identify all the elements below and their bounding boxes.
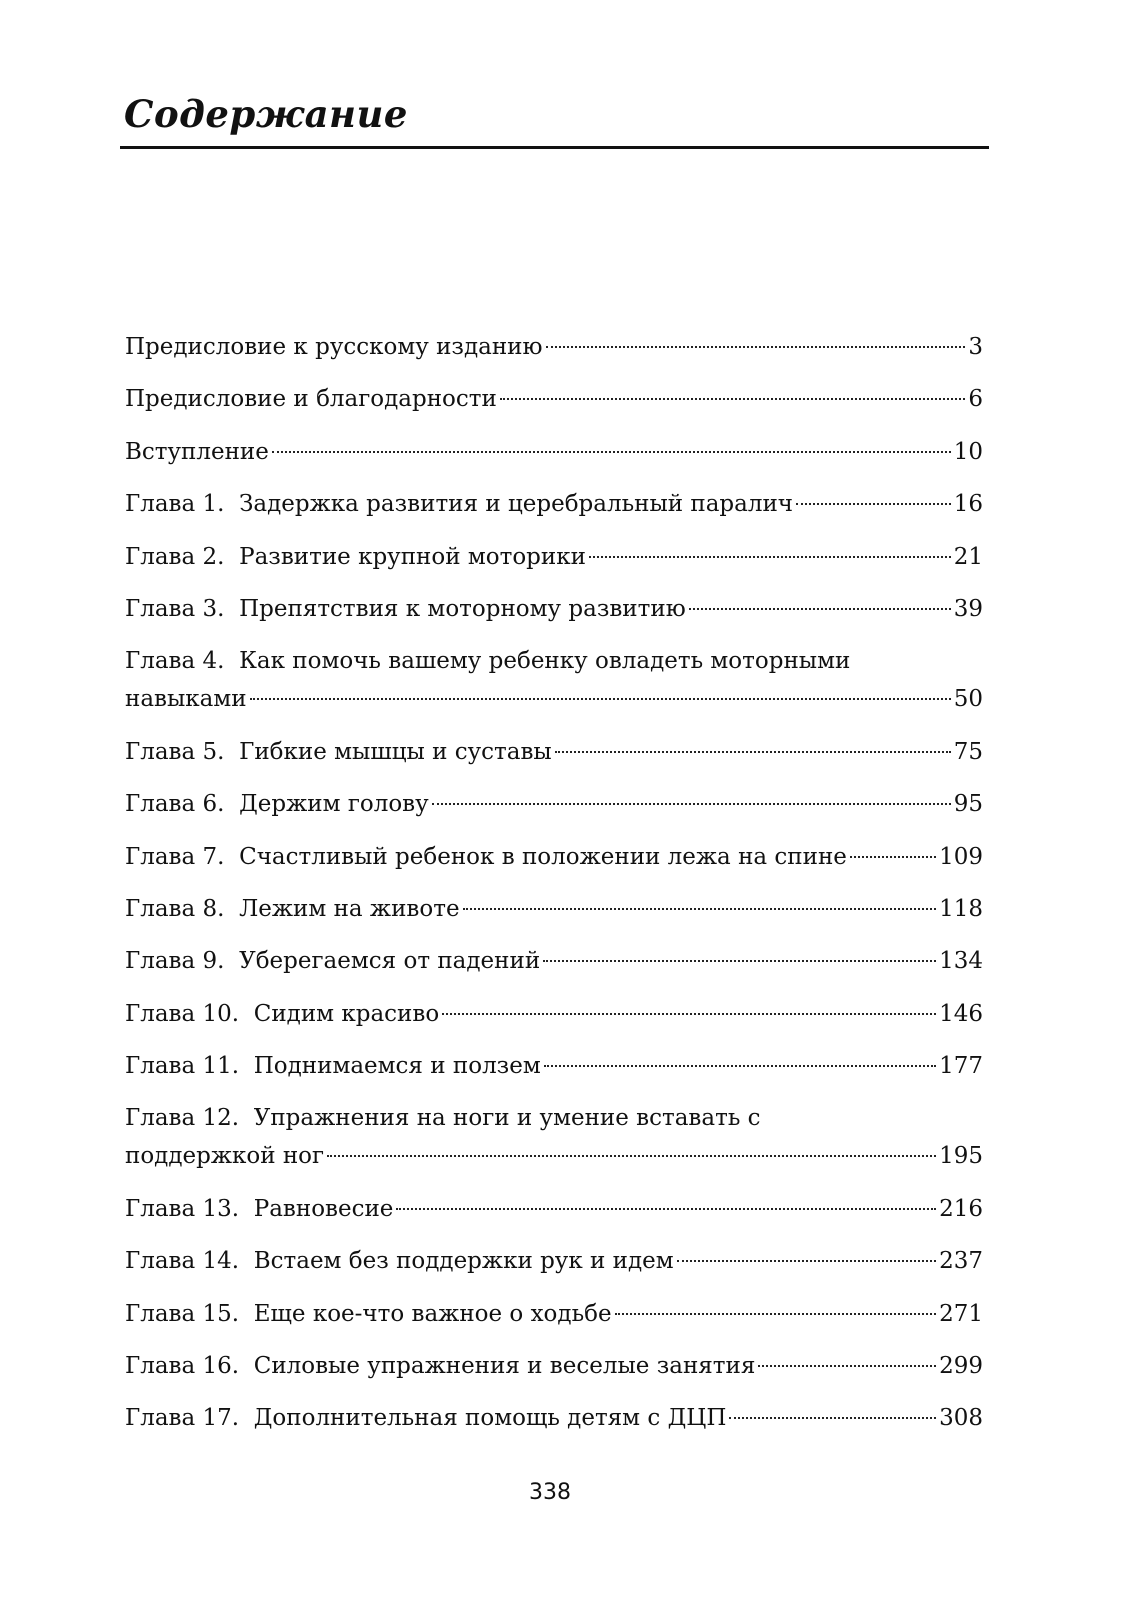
page-title: Содержание: [124, 92, 408, 136]
toc-entry-title: Глава 14. Встаем без поддержки рук и идем: [125, 1248, 674, 1275]
toc-entry-title: Глава 13. Равновесие: [125, 1195, 394, 1222]
toc-entry-title: Глава 15. Еще кое-что важное о ходьбе: [125, 1300, 612, 1327]
dot-leader: [543, 960, 936, 962]
toc-entry-line: [125, 838, 983, 876]
toc-entry-title: Предисловие и благодарности: [125, 386, 497, 413]
toc-entry[interactable]: [125, 1347, 983, 1385]
dot-leader: [677, 1260, 936, 1262]
dot-leader: [463, 908, 937, 910]
toc-entry-title: Глава 7. Счастливый ребенок в положении лежа на спине: [125, 843, 847, 870]
toc-entry-page: 39: [953, 595, 983, 622]
dot-leader: [272, 451, 951, 453]
toc-entry[interactable]: [125, 995, 983, 1033]
toc-entry-line: [125, 380, 983, 418]
toc-entry-title: Глава 8. Лежим на животе: [125, 895, 460, 922]
toc-entry-title: Глава 1. Задержка развития и церебральный паралич: [125, 491, 794, 518]
toc-entry-page: 299: [939, 1353, 983, 1380]
toc-entry-page: 75: [953, 738, 983, 765]
toc-entry-page: 21: [953, 543, 983, 570]
toc-entry[interactable]: [125, 733, 983, 771]
toc-entry[interactable]: [125, 380, 983, 418]
toc-entry-line: [125, 590, 983, 628]
toc-entry-line: [125, 1047, 983, 1085]
toc-entry[interactable]: [125, 433, 983, 471]
toc-entry[interactable]: [125, 1099, 983, 1175]
dot-leader: [850, 856, 936, 858]
dot-leader: [589, 556, 951, 558]
dot-leader: [327, 1155, 936, 1157]
toc-entry-line: [125, 642, 983, 680]
toc-entry-line: [125, 890, 983, 928]
toc-entry-line: [125, 733, 983, 771]
toc-entry-line: [125, 1347, 983, 1385]
toc-entry-page: 50: [953, 686, 983, 713]
dot-leader: [546, 346, 966, 348]
toc-entry[interactable]: [125, 838, 983, 876]
dot-leader: [396, 1208, 936, 1210]
toc-entry-title: Глава 3. Препятствия к моторному развитию: [125, 595, 686, 622]
dot-leader: [555, 751, 951, 753]
dot-leader: [758, 1365, 936, 1367]
toc-entry[interactable]: [125, 1047, 983, 1085]
toc-entry-line: [125, 538, 983, 576]
toc-entry-page: 10: [953, 438, 983, 465]
dot-leader: [689, 608, 951, 610]
toc-entry-title: поддержкой ног: [125, 1143, 325, 1170]
toc-entry-line: [125, 1295, 983, 1333]
toc-entry-page: 146: [939, 1000, 983, 1027]
toc-entry-line: [125, 785, 983, 823]
page-number: 338: [529, 1480, 571, 1505]
toc-entry-page: 308: [939, 1405, 983, 1432]
toc-entry-line: [125, 942, 983, 980]
toc-entry[interactable]: [125, 1295, 983, 1333]
toc-entry-title: Глава 12. Упражнения на ноги и умение вставать с: [125, 1105, 761, 1132]
toc-entry[interactable]: [125, 942, 983, 980]
toc-entry-page: 237: [939, 1248, 983, 1275]
toc-entry-page: 3: [968, 334, 983, 360]
toc-entry-line: [125, 1137, 983, 1175]
toc-entry-title: Вступление: [125, 438, 269, 465]
toc-entry-page: 216: [939, 1195, 983, 1222]
toc-entry-page: 118: [939, 895, 983, 922]
toc-entry[interactable]: [125, 1399, 983, 1437]
dot-leader: [615, 1313, 937, 1315]
toc-entry-page: 134: [939, 948, 983, 975]
toc-entry-title: Глава 10. Сидим красиво: [125, 1000, 440, 1027]
toc-entry-line: [125, 485, 983, 523]
toc-entry[interactable]: [125, 590, 983, 628]
toc-entry[interactable]: [125, 538, 983, 576]
toc-entry-line: [125, 995, 983, 1033]
dot-leader: [729, 1417, 936, 1419]
toc-entry-line: [125, 1099, 983, 1137]
toc-entry-title: Глава 6. Держим голову: [125, 791, 429, 818]
toc-entry[interactable]: [125, 642, 983, 718]
toc-entry[interactable]: [125, 785, 983, 823]
toc-entry-line: [125, 1399, 983, 1437]
toc-entry-line: [125, 1190, 983, 1228]
toc-entry-page: 16: [953, 491, 983, 518]
toc-entry-title: Предисловие к русскому изданию: [125, 334, 543, 360]
dot-leader: [500, 398, 966, 400]
toc-entry-title: Глава 5. Гибкие мышцы и суставы: [125, 738, 552, 765]
toc-entry-page: 271: [939, 1300, 983, 1327]
toc-entry-page: 6: [968, 386, 983, 413]
toc-entry-line: [125, 433, 983, 471]
dot-leader: [442, 1013, 936, 1015]
toc-entry-title: Глава 16. Силовые упражнения и веселые занятия: [125, 1353, 756, 1380]
toc-entry[interactable]: [125, 328, 983, 366]
dot-leader: [250, 698, 951, 700]
toc-entry-line: [125, 1242, 983, 1280]
toc-entry-page: 177: [939, 1053, 983, 1080]
toc-entry-page: 109: [939, 843, 983, 870]
table-of-contents: [125, 328, 983, 1452]
toc-entry[interactable]: [125, 890, 983, 928]
toc-entry-title: Глава 4. Как помочь вашему ребенку овладеть моторными: [125, 648, 851, 675]
toc-entry[interactable]: [125, 1190, 983, 1228]
dot-leader: [544, 1065, 936, 1067]
toc-entry-page: 195: [939, 1143, 983, 1170]
dot-leader: [796, 503, 951, 505]
toc-entry-line: [125, 680, 983, 718]
toc-entry-title: Глава 2. Развитие крупной моторики: [125, 543, 586, 570]
toc-entry-title: Глава 9. Уберегаемся от падений: [125, 948, 541, 975]
title-rule: [120, 146, 989, 149]
toc-entry-title: Глава 11. Поднимаемся и ползем: [125, 1053, 541, 1080]
toc-entry-title: навыками: [125, 686, 247, 713]
dot-leader: [432, 803, 951, 805]
toc-entry-page: 95: [953, 791, 983, 818]
toc-entry[interactable]: [125, 485, 983, 523]
toc-entry-line: [125, 328, 983, 366]
toc-entry-title: Глава 17. Дополнительная помощь детям с ДЦП: [125, 1405, 727, 1432]
toc-entry[interactable]: [125, 1242, 983, 1280]
